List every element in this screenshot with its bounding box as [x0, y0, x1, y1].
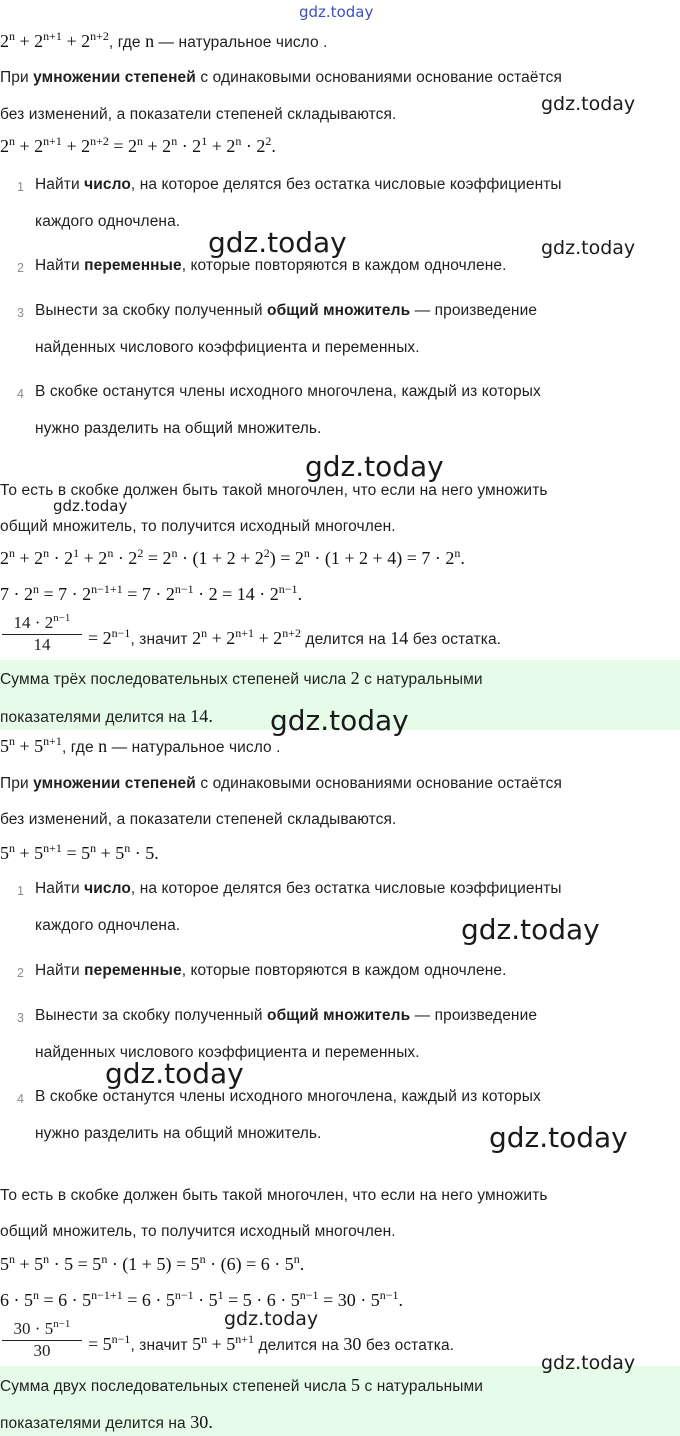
fraction-result [88, 1334, 454, 1355]
divisor-value: 30 [343, 1334, 362, 1354]
math-expression: $5^n + 5^{n+1}$ [192, 1332, 255, 1354]
step-number: 3 [17, 1011, 24, 1025]
step-number: 2 [17, 966, 24, 980]
math-expression: = $2^{n-1}$ [88, 626, 131, 648]
step-text [35, 176, 562, 194]
fraction [2, 613, 82, 655]
watermark: gdz.today [105, 1057, 244, 1090]
rule-bold: умножении степеней [33, 775, 196, 792]
equation: $6 \cdot 5^n = 6 \cdot 5^{n-1+1} = 6 \cdot 5^{n-1} \cdot 5^1 = 5 \cdot 6 \cdot 5^{n-1} = 30 \cdot 5^{n-1}$. [0, 1288, 403, 1310]
step-text-line2: каждого одночлена. [35, 917, 181, 934]
watermark: gdz.today [541, 1352, 636, 1374]
conclusion-text: Сумма двух последовательных степеней числа [0, 1378, 347, 1395]
conclusion-line-2 [0, 706, 213, 727]
step-text [35, 257, 507, 275]
watermark: gdz.today [270, 704, 409, 737]
watermark: gdz.today [208, 226, 347, 259]
conclusion-base: 2 [350, 668, 360, 688]
step-bold: переменные [84, 962, 182, 979]
step-text-part: Найти [35, 176, 85, 193]
step-bold: переменные [84, 257, 182, 274]
conclusion-base: 5 [350, 1375, 361, 1395]
conclusion-text: с натуральными [364, 1378, 484, 1395]
variable: n [98, 736, 108, 756]
watermark: gdz.today [53, 497, 128, 515]
result-text: , значит [130, 631, 188, 648]
step-text-part: Найти [35, 257, 85, 274]
intro-text: , где [108, 34, 141, 51]
step-number: 4 [17, 1092, 24, 1106]
watermark: gdz.today [541, 237, 636, 259]
math-expression: $5^n + 5^{n+1}$ [0, 734, 62, 756]
rule-text: с одинаковыми основаниями основание остаётся [195, 775, 562, 792]
math-expression: = $5^{n-1}$ [88, 1332, 131, 1354]
fraction-denominator: 14 [2, 634, 82, 655]
rule-text: При [0, 69, 34, 86]
intro-text: — натуральное число . [158, 34, 328, 51]
step-text-line2: найденных числового коэффициента и переменных. [35, 339, 420, 356]
watermark: gdz.today [541, 93, 636, 115]
step-number: 1 [17, 884, 24, 898]
fraction-denominator: 30 [2, 1340, 82, 1361]
result-text: без остатка. [365, 1337, 455, 1354]
result-text: без остатка. [412, 631, 502, 648]
rule-text: с одинаковыми основаниями основание остаётся [195, 69, 562, 86]
problem-statement-2 [0, 736, 281, 757]
step-text-part: Найти [35, 962, 85, 979]
step-text-line2: каждого одночлена. [35, 213, 181, 230]
intro-text: — натуральное число . [111, 739, 281, 756]
step-text-part: , которые повторяются в каждом одночлене. [181, 257, 507, 274]
step-text-part: — произведение [410, 1007, 538, 1024]
step-number: 3 [17, 306, 24, 320]
fraction [2, 1319, 82, 1361]
step-text [35, 383, 541, 401]
step-text-line2: нужно разделить на общий множитель. [35, 420, 322, 437]
conclusion-text: Сумма трёх последовательных степеней числа [0, 671, 347, 688]
result-text: делится на [258, 1337, 339, 1354]
equation: $7 \cdot 2^n = 7 \cdot 2^{n-1+1} = 7 \cdot 2^{n-1} \cdot 2 = 14 \cdot 2^{n-1}$. [0, 582, 303, 604]
conclusion-value: 30. [190, 1412, 213, 1432]
variable: n [145, 31, 155, 51]
step-text-part: — произведение [410, 302, 538, 319]
step-text-part: , на которое делятся без остатка числовые коэффициенты [130, 176, 562, 193]
step-text [35, 1007, 537, 1025]
result-text: , значит [130, 1337, 188, 1354]
step-text-part: Вынести за скобку полученный [35, 1007, 268, 1024]
conclusion-line [0, 668, 483, 689]
step-text-part: Найти [35, 880, 85, 897]
step-text-part: В скобке останутся члены исходного многочлена, каждый из которых [35, 1088, 541, 1105]
step-bold: общий множитель [267, 1007, 411, 1024]
step-text-line2: найденных числового коэффициента и переменных. [35, 1044, 420, 1061]
watermark: gdz.today [224, 1308, 319, 1330]
math-expression: $2^n + 2^{n+1} + 2^{n+2}$ [192, 626, 301, 648]
step-bold: число [84, 176, 131, 193]
step-text-part: Вынести за скобку полученный [35, 302, 268, 319]
equation: $5^n + 5^n \cdot 5 = 5^n \cdot (1 + 5) = 5^n \cdot (6) = 6 \cdot 5^n$. [0, 1252, 305, 1274]
conclusion-text: с натуральными [364, 671, 483, 688]
step-text [35, 962, 507, 980]
equation: $2^n + 2^n \cdot 2^1 + 2^n \cdot 2^2 = 2^n \cdot (1 + 2 + 2^2) = 2^n \cdot (1 + 2 + 4) = 7 \cdot 2^n$. [0, 546, 465, 568]
step-bold: общий множитель [267, 302, 411, 319]
watermark: gdz.today [489, 1121, 628, 1154]
step-text [35, 1088, 541, 1106]
watermark-top: gdz.today [299, 3, 374, 21]
explanation-line: То есть в скобке должен быть такой многочлен, что если на него умножить [0, 1187, 548, 1204]
rule-text: При [0, 775, 34, 792]
equation: $2^n + 2^{n+1} + 2^{n+2} = 2^n + 2^n \cdot 2^1 + 2^n \cdot 2^2$. [0, 134, 276, 156]
step-number: 2 [17, 261, 24, 275]
fraction-result [88, 628, 501, 649]
intro-text: , где [61, 739, 94, 756]
step-text-part: В скобке останутся члены исходного многочлена, каждый из которых [35, 383, 541, 400]
step-text-line2: нужно разделить на общий множитель. [35, 1125, 322, 1142]
rule-bold: умножении степеней [33, 69, 196, 86]
watermark: gdz.today [305, 450, 444, 483]
watermark: gdz.today [461, 913, 600, 946]
result-text: делится на [305, 631, 386, 648]
rule-line-2: без изменений, а показатели степеней складываются. [0, 811, 397, 828]
conclusion-text: показателями делится на [0, 1415, 186, 1432]
step-number: 1 [17, 180, 24, 194]
equation: $5^n + 5^{n+1} = 5^n + 5^n \cdot 5$. [0, 841, 159, 863]
divisor-value: 14 [390, 628, 409, 648]
conclusion-line-2 [0, 1412, 213, 1433]
math-expression: $2^n + 2^{n+1} + 2^{n+2}$ [0, 29, 109, 51]
rule-line-2: без изменений, а показатели степеней складываются. [0, 106, 397, 123]
step-number: 4 [17, 387, 24, 401]
step-bold: число [84, 880, 131, 897]
fraction-numerator: $14 \cdot 2^{n-1}$ [13, 612, 71, 632]
step-text [35, 302, 537, 320]
step-text-part: , на которое делятся без остатка числовые коэффициенты [130, 880, 562, 897]
rule-line [0, 775, 562, 793]
conclusion-text: показателями делится на [0, 709, 186, 726]
explanation-line-2: общий множитель, то получится исходный многочлен. [0, 1223, 396, 1240]
explanation-line: То есть в скобке должен быть такой многочлен, что если на него умножить [0, 482, 548, 499]
step-text-part: , которые повторяются в каждом одночлене. [181, 962, 507, 979]
fraction-numerator: $30 \cdot 5^{n-1}$ [13, 1318, 71, 1338]
conclusion-line [0, 1375, 483, 1396]
conclusion-value: 14. [190, 706, 213, 726]
problem-statement-1 [0, 31, 328, 52]
rule-line [0, 69, 562, 87]
step-text [35, 880, 562, 898]
explanation-line-2: общий множитель, то получится исходный многочлен. [0, 518, 396, 535]
